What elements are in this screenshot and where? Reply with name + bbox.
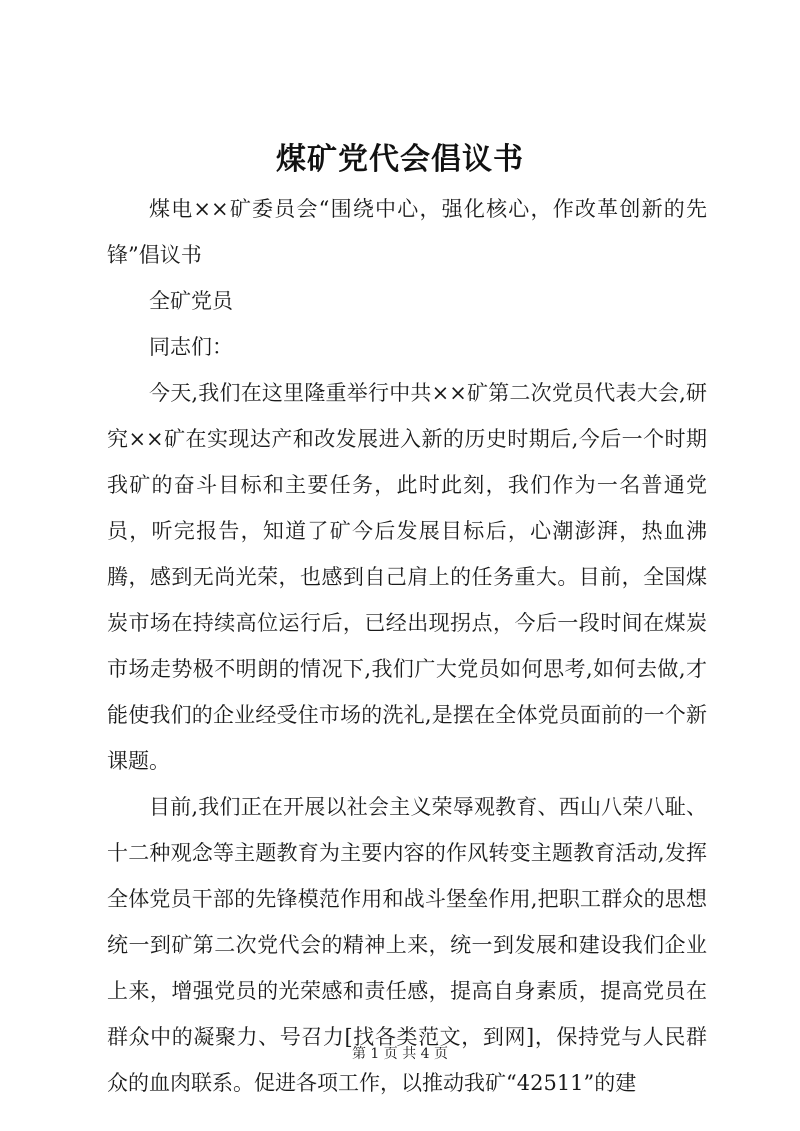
paragraph-body-2: 目前,我们正在开展以社会主义荣辱观教育、西山八荣八耻、十二种观念等主题教育为主要内容的作风转变主题教育活动,发挥全体党员干部的先锋模范作用和战斗堡垒作用,把职工群众的思想统一到矿第二次党代会的精神上来，统一到发展和建设我们企业上来，增强党员的光荣感和责任感，提高自身素质，提高党员在群众中的凝聚力、号召力[找各类范文，到网]，保持党与人民群众的血肉联系。促进各项工作，以推动我矿“42511”的建 bbox=[107, 795, 707, 1095]
page-footer: 第 1 页 共 4 页 bbox=[351, 1046, 449, 1062]
paragraph-heading-line: 煤电××矿委员会“围绕中心，强化核心，作改革创新的先锋”倡议书 bbox=[107, 197, 707, 267]
paragraph-addressee: 全矿党员 bbox=[149, 289, 233, 313]
paragraph-salutation: 同志们： bbox=[149, 335, 233, 359]
document-body bbox=[107, 186, 707, 1106]
paragraph-body-1: 今天,我们在这里隆重举行中共××矿第二次党员代表大会,研究××矿在实现达产和改发展进入新的历史时期后,今后一个时期我矿的奋斗目标和主要任务，此时此刻，我们作为一名普通党员，听完报告，知道了矿今后发展目标后，心潮澎湃，热血沸腾，感到无尚光荣，也感到自己肩上的任务重大。目前，全国煤炭市场在持续高位运行后，已经出现拐点，今后一段时间在煤炭市场走势极不明朗的情况下,我们广大党员如何思考,如何去做,才能使我们的企业经受住市场的洗礼,是摆在全体党员面前的一个新课题。 bbox=[107, 381, 707, 773]
document-title: 煤矿党代会倡议书 bbox=[276, 142, 524, 177]
